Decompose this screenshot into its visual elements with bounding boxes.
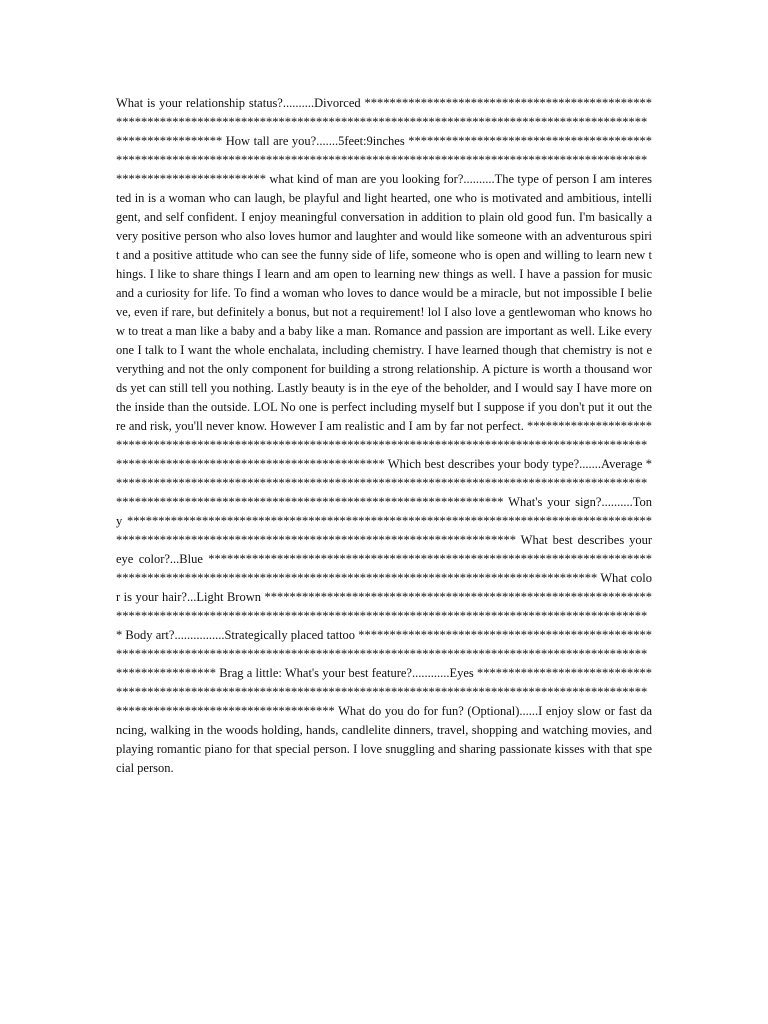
document-body-text: What is your relationship status?..........Divorced **************************************************************************************************************************************************** How tall are you?.......5feet:9inches **************************************************************************************************************************************************** what kind of man are you looking for?..........The type of person I am interested in is a woman who can laugh, be playful and light hearted, one who is motivated and ambitious, intelligent, and self confident. I enjoy meaningful conversation in addition to plain old good fun. I'm basically a very positive person who also loves humor and laughter and would like someone with an adventurous spirit and a positive attitude who can see the funny side of life, someone who is open and willing to learn new things. I like to share things I learn and am open to learning new things as well. I have a passion for music and a curiosity for life. To find a woman who loves to dance would be a miracle, but not impossible I believe, even if rare, but definitely a bonus, but not a requirement! lol I also love a gentlewoman who knows how to treat a man like a baby and a baby like a man. Romance and passion are important as well. Like everyone I talk to I want the whole enchalata, including chemistry. I have learned though that chemistry is not everything and not the only component for building a strong relationship. A picture is worth a thousand words yet can still tell you nothing. Lastly beauty is in the eye of the beholder, and I would say I have more on the inside than the outside. LOL No one is perfect including myself but I suppose if you don't put it out there and risk, you'll never know. However I am realistic and I am by far not perfect. **************************************************************************************************************************************************** Which best describes your body type?.......Average **************************************************************************************************************************************************** What's your sign?..........Tony **************************************************************************************************************************************************** What best describes your eye color?...Blue **************************************************************************************************************************************************** What color is your hair?...Light Brown **************************************************************************************************************************************************** Body art?................Strategically placed tattoo **************************************************************************************************************************************************** Brag a little: What's your best feature?............Eyes **************************************************************************************************************************************************** What do you do for fun? (Optional)......I enjoy slow or fast dancing, walking in the woods holding, hands, candlelite dinners, travel, shopping and watching movies, and playing romantic piano for that special person. I love snuggling and sharing passionate kisses with that special person.: [116, 96, 653, 775]
